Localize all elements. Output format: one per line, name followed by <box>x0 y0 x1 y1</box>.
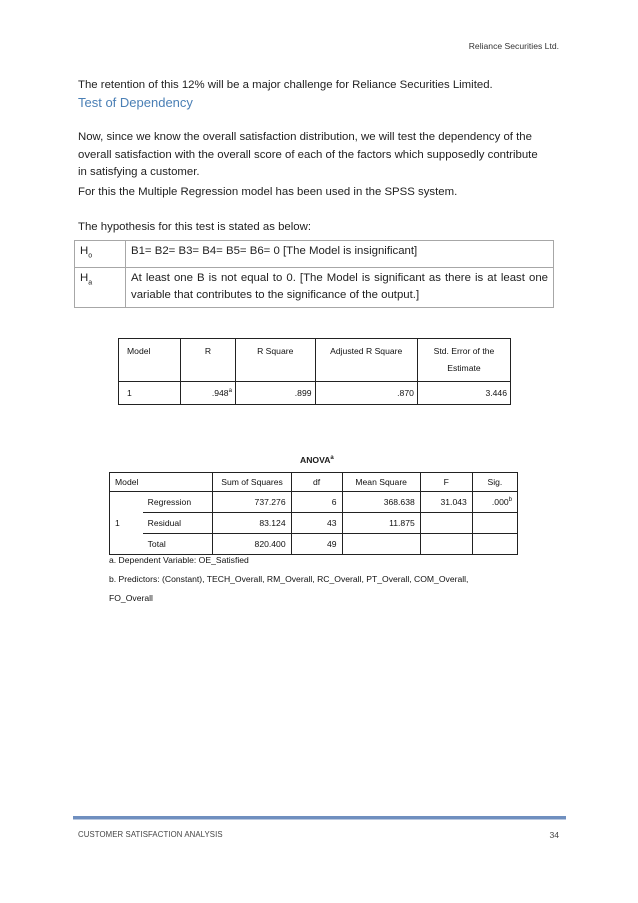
cell-r: .948$^a$ <box>181 382 236 405</box>
cell-sum-of-squares: 820.400 <box>213 534 291 555</box>
paragraph-1-line: overall satisfaction with the overall score of each of the factors which supposedly contribute <box>78 148 538 161</box>
column-header: R Square <box>235 339 315 382</box>
cell-mean-square: 368.638 <box>342 492 420 513</box>
note-predictors: b. Predictors: (Constant), TECH_Overall, RM_Overall, RC_Overall, PT_Overall, COM_Overall, <box>109 574 469 584</box>
cell-sig <box>472 513 517 534</box>
hypothesis-table <box>74 240 554 308</box>
cell-mean-square: 11.875 <box>342 513 420 534</box>
hypothesis-label: $H_a$ <box>75 267 126 307</box>
table-row <box>75 267 554 307</box>
table-row <box>119 382 511 405</box>
column-header: Std. Error of the Estimate <box>417 339 510 382</box>
intro-text: The retention of this 12% will be a major challenge for Reliance Securities Limited. <box>78 79 493 91</box>
paragraph-1-line: Now, since we know the overall satisfaction distribution, we will test the dependency of the <box>78 131 532 143</box>
hypothesis-text: At least one B is not equal to 0. [The Model is significant as there is at least one variable that contributes to the significance of the output.] <box>126 267 554 307</box>
column-header: R <box>181 339 236 382</box>
cell-mean-square <box>342 534 420 555</box>
cell-sum-of-squares: 737.276 <box>213 492 291 513</box>
hypothesis-label: $H_o$ <box>75 241 126 268</box>
page-number: 34 <box>549 830 559 840</box>
cell-std-error: 3.446 <box>417 382 510 405</box>
cell-f <box>420 513 472 534</box>
table-row <box>110 534 518 555</box>
cell-df: 6 <box>291 492 342 513</box>
table-header-row <box>119 339 511 382</box>
column-header: Sum of Squares <box>213 473 291 492</box>
paragraph-2: For this the Multiple Regression model has been used in the SPSS system. <box>78 186 458 198</box>
anova-title: ANOVA$^a$ <box>300 455 334 465</box>
note-dependent-variable: a. Dependent Variable: OE_Satisfied <box>109 555 249 565</box>
column-header: Model <box>110 473 213 492</box>
footer-rule-light <box>73 819 566 820</box>
cell-df: 43 <box>291 513 342 534</box>
cell-df: 49 <box>291 534 342 555</box>
column-header: Sig. <box>472 473 517 492</box>
table-row <box>75 241 554 268</box>
column-header: df <box>291 473 342 492</box>
column-header: F <box>420 473 472 492</box>
header-company: Reliance Securities Ltd. <box>468 41 559 51</box>
table-header-row <box>110 473 518 492</box>
cell-f <box>420 534 472 555</box>
cell-sig: .000$^b$ <box>472 492 517 513</box>
cell-source: Total <box>143 534 213 555</box>
cell-source: Residual <box>143 513 213 534</box>
anova-table <box>109 472 518 555</box>
table-row <box>110 513 518 534</box>
hypothesis-intro: The hypothesis for this test is stated as below: <box>78 221 311 233</box>
hypothesis-text: B1= B2= B3= B4= B5= B6= 0 [The Model is insignificant] <box>126 241 554 268</box>
column-header: Adjusted R Square <box>315 339 417 382</box>
cell-source: Regression <box>143 492 213 513</box>
section-heading: Test of Dependency <box>78 95 193 110</box>
footer-title: CUSTOMER SATISFACTION ANALYSIS <box>78 830 223 839</box>
cell-sig <box>472 534 517 555</box>
cell-sum-of-squares: 83.124 <box>213 513 291 534</box>
cell-f: 31.043 <box>420 492 472 513</box>
paragraph-1 <box>78 129 562 182</box>
cell-r-square: .899 <box>235 382 315 405</box>
model-summary-table <box>118 338 511 405</box>
paragraph-1-line: in satisfying a customer. <box>78 166 200 178</box>
column-header: Model <box>119 339 181 382</box>
cell-model: 1 <box>119 382 181 405</box>
cell-adj-r-square: .870 <box>315 382 417 405</box>
column-header: Mean Square <box>342 473 420 492</box>
cell-model: 1 <box>115 518 120 528</box>
table-row <box>110 492 518 513</box>
note-predictors-cont: FO_Overall <box>109 593 153 603</box>
